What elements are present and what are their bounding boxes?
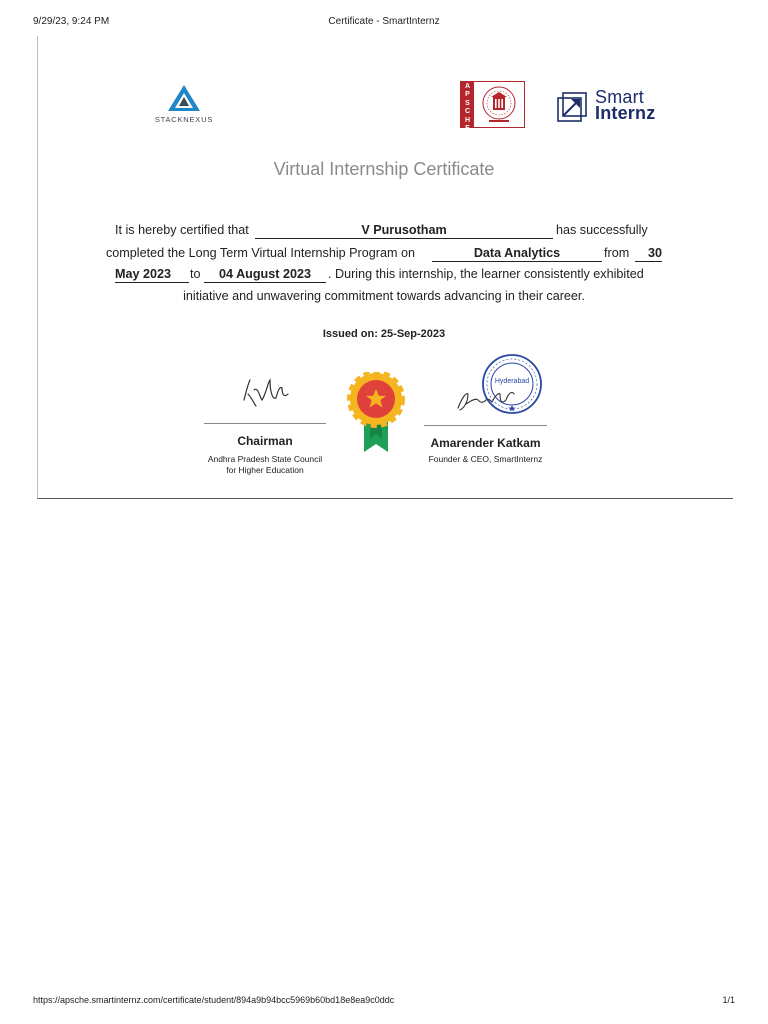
issued-date: Issued on: 25-Sep-2023 — [322, 328, 446, 340]
company-stamp — [478, 354, 546, 414]
to-text: to — [190, 267, 201, 281]
smartinternz-word-internz: Internz — [595, 103, 656, 123]
print-page-title: Certificate - SmartInternz — [328, 16, 440, 27]
certified-text: It is hereby certified that — [115, 223, 249, 237]
apsche-letter-band — [461, 82, 474, 133]
chairman-title: Chairman — [237, 434, 293, 448]
chairman-signature-line — [204, 423, 326, 424]
ceo-signature-line — [424, 425, 547, 426]
apsche-letter: H — [464, 116, 471, 124]
print-datetime: 9/29/23, 9:24 PM — [33, 16, 110, 27]
start-day: 30 — [635, 246, 662, 262]
apsche-letter: C — [464, 108, 471, 116]
award-badge-icon — [345, 372, 407, 454]
program-name: Data Analytics — [432, 246, 602, 262]
ceo-name: Amarender Katkam — [430, 436, 541, 450]
chairman-org-line-2: for Higher Education — [226, 465, 304, 475]
ceo-role: Founder & CEO, SmartInternz — [428, 454, 543, 464]
chairman-org-line-1: Andhra Pradesh State Council — [207, 454, 323, 464]
apsche-logo — [460, 81, 525, 133]
apsche-letter: E — [465, 125, 470, 133]
stamp-city: Hyderabad — [494, 378, 530, 385]
internship-text: . During this internship, the learner consistently exhibited — [328, 267, 644, 281]
apsche-letter: S — [465, 99, 470, 107]
apsche-emblem-icon — [474, 82, 524, 127]
chairman-signature-block — [204, 370, 326, 476]
print-page-number: 1/1 — [722, 995, 735, 1005]
chairman-org — [204, 454, 326, 476]
print-url: https://apsche.smartinternz.com/certificate/student/894a9b94bcc5969b60bd18e8ea9c0ddc — [33, 995, 395, 1005]
apsche-letter: P — [465, 91, 470, 99]
success-text: has successfully — [556, 223, 648, 237]
start-month-year: May 2023 — [115, 267, 189, 283]
end-date: 04 August 2023 — [204, 267, 326, 283]
certificate-line-4: initiative and unwavering commitment towards advancing in their career. — [183, 289, 585, 303]
program-intro-text: completed the Long Term Virtual Internship Program on — [106, 246, 415, 260]
from-text: from — [604, 246, 630, 260]
smartinternz-word-smart: Smart — [595, 87, 645, 107]
stacknexus-wordmark: STACKNEXUS — [154, 115, 214, 124]
recipient-name: V Purusotham — [255, 223, 553, 239]
chairman-signature-image — [204, 370, 326, 416]
smartinternz-logo — [557, 88, 667, 124]
stacknexus-triangle-icon — [167, 84, 201, 112]
apsche-letter: A — [464, 83, 471, 90]
stacknexus-logo — [150, 84, 218, 128]
smartinternz-mark-icon — [557, 92, 587, 122]
certificate-title: Virtual Internship Certificate — [273, 159, 495, 179]
